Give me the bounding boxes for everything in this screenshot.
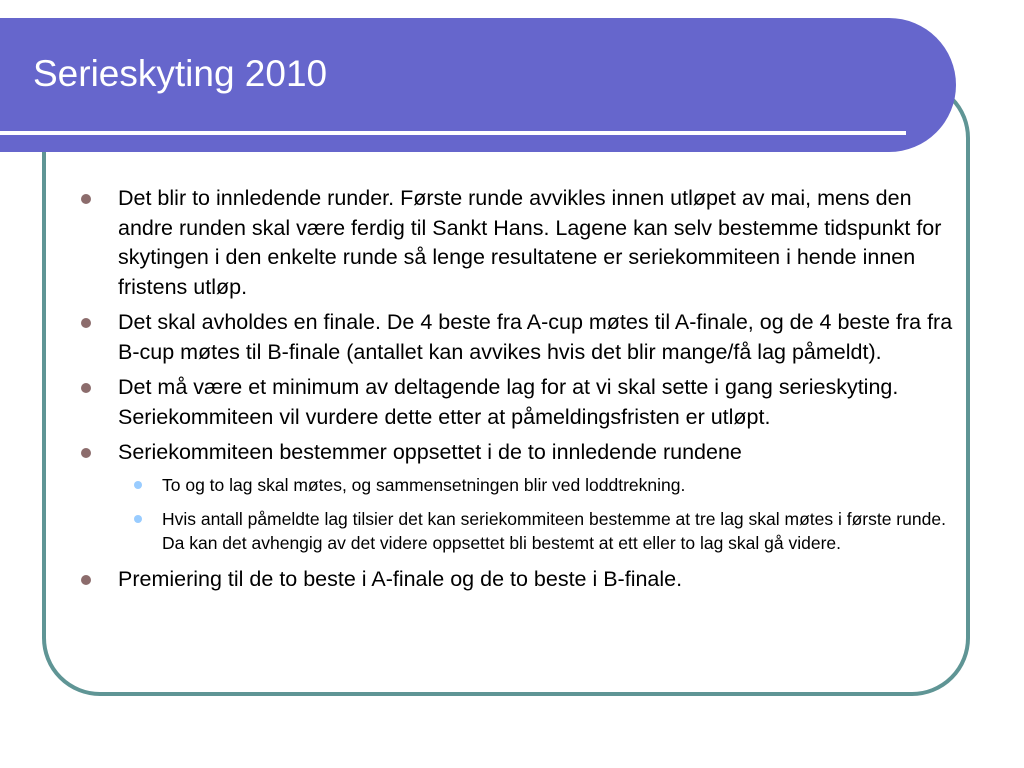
sub-bullet-item	[162, 473, 958, 497]
bullet-text: Det skal avholdes en finale. De 4 beste fra A-cup møtes til A-finale, og de 4 beste fra fra B-cup møtes til B-finale (antallet kan avvikes hvis det blir mange/få lag påmeldt).	[118, 310, 953, 364]
sub-bullet-dot-icon	[134, 515, 142, 523]
sub-bullet-text: Hvis antall påmeldte lag tilsier det kan seriekommiteen bestemme at tre lag skal møtes i første runde. Da kan det avhengig av det videre oppsettet bli bestemt at ett eller to lag skal gå videre.	[162, 508, 946, 553]
sub-bullet-text: To og to lag skal møtes, og sammensetningen blir ved loddtrekning.	[162, 474, 686, 495]
bullet-text: Premiering til de to beste i A-finale og de to beste i B-finale.	[118, 566, 683, 591]
bullet-item	[118, 308, 958, 367]
title-underline	[0, 131, 906, 135]
sub-bullet-list	[118, 473, 958, 555]
bullet-item	[118, 565, 958, 595]
bullet-item	[118, 373, 958, 432]
bullet-text: Det blir to innledende runder. Første runde avvikles innen utløpet av mai, mens den andre runden skal være ferdig til Sankt Hans. Lagene kan selv bestemme tidspunkt for skytingen i den enkelte runde så lenge resultatene er seriekommiteen i hende innen fristens utløp.	[118, 186, 942, 299]
bullet-dot-icon	[81, 448, 91, 458]
sub-bullet-item	[162, 507, 958, 555]
bullet-text: Seriekommiteen bestemmer oppsettet i de to innledende rundene	[118, 440, 742, 464]
bullet-dot-icon	[81, 318, 91, 328]
bullet-item	[118, 184, 958, 302]
sub-bullet-dot-icon	[134, 481, 142, 489]
bullet-text: Det må være et minimum av deltagende lag for at vi skal sette i gang serieskyting. Seriekommiteen vil vurdere dette etter at påmeldingsfristen er utløpt.	[118, 375, 899, 429]
bullet-dot-icon	[81, 383, 91, 393]
bullet-list	[118, 184, 958, 600]
bullet-dot-icon	[81, 194, 91, 204]
bullet-item	[118, 438, 958, 555]
bullet-dot-icon	[81, 575, 91, 585]
slide-title: Serieskyting 2010	[33, 53, 328, 94]
